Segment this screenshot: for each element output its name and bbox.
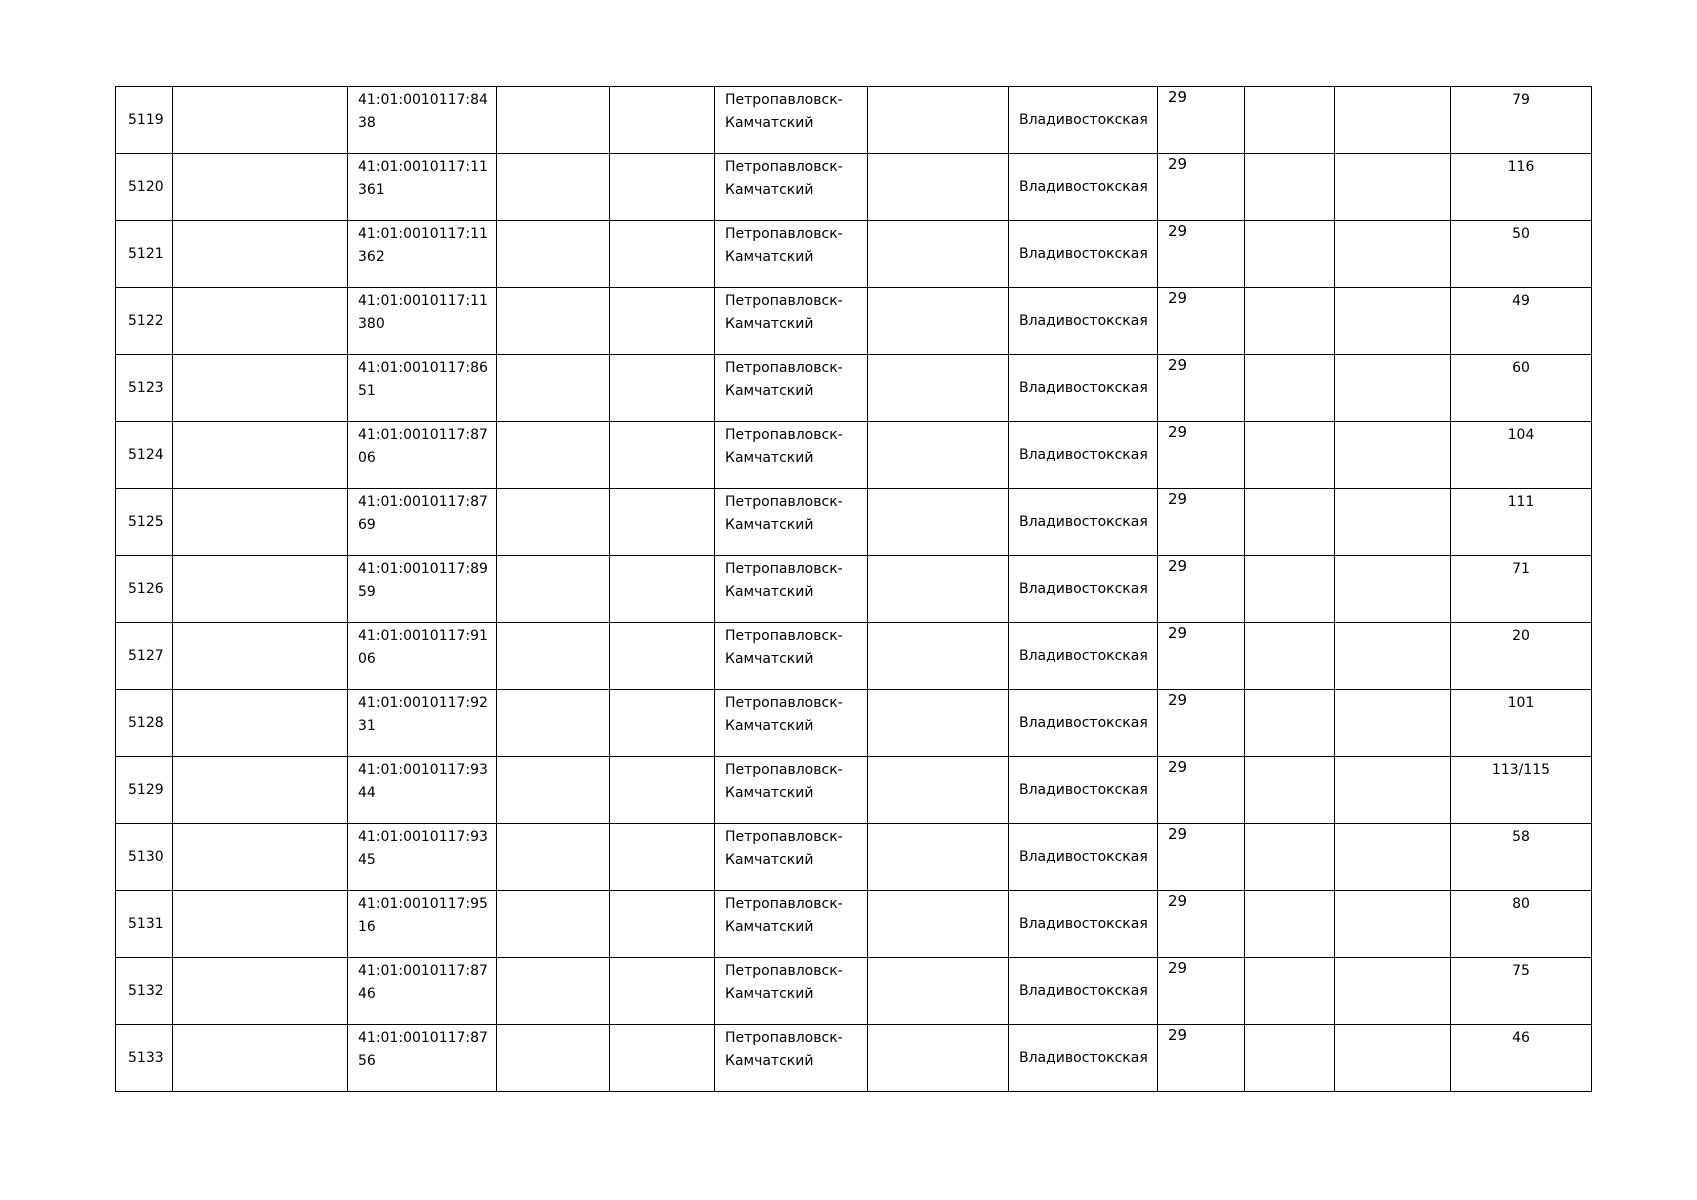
- cadastral-number-line-2: 362: [358, 249, 385, 265]
- city-line-1: Петропавловск-: [725, 896, 843, 912]
- empty-cell: [868, 891, 1009, 958]
- city-line-1: Петропавловск-: [725, 92, 843, 108]
- flat-number-cell: 75: [1451, 958, 1592, 1025]
- row-number-cell: 5126: [116, 556, 173, 623]
- row-number-cell: 5130: [116, 824, 173, 891]
- empty-cell: [610, 489, 715, 556]
- empty-cell: [1335, 288, 1451, 355]
- house-number-cell: 29: [1158, 891, 1245, 958]
- empty-cell: [173, 891, 348, 958]
- empty-cell: [1335, 422, 1451, 489]
- street-cell: Владивостокская: [1009, 958, 1158, 1025]
- cadastral-number-line-2: 46: [358, 986, 376, 1002]
- empty-cell: [1335, 1025, 1451, 1092]
- city-line-1: Петропавловск-: [725, 762, 843, 778]
- city-cell: [715, 87, 868, 154]
- city-line-1: Петропавловск-: [725, 695, 843, 711]
- cadastral-number-line-2: 361: [358, 182, 385, 198]
- house-number-cell: 29: [1158, 757, 1245, 824]
- flat-number-cell: 58: [1451, 824, 1592, 891]
- row-number-cell: 5121: [116, 221, 173, 288]
- city-line-2: Камчатский: [725, 651, 814, 667]
- empty-cell: [610, 221, 715, 288]
- empty-cell: [497, 958, 610, 1025]
- empty-cell: [610, 1025, 715, 1092]
- flat-number-cell: 46: [1451, 1025, 1592, 1092]
- street-cell: Владивостокская: [1009, 1025, 1158, 1092]
- empty-cell: [610, 824, 715, 891]
- empty-cell: [173, 355, 348, 422]
- empty-cell: [1335, 824, 1451, 891]
- empty-cell: [610, 623, 715, 690]
- street-cell: Владивостокская: [1009, 891, 1158, 958]
- flat-number-cell: 50: [1451, 221, 1592, 288]
- flat-number-cell: 20: [1451, 623, 1592, 690]
- cadastral-number-line-1: 41:01:0010117:91: [358, 628, 488, 644]
- empty-cell: [868, 824, 1009, 891]
- city-line-2: Камчатский: [725, 383, 814, 399]
- table-row: [116, 556, 1592, 623]
- flat-number-cell: 79: [1451, 87, 1592, 154]
- street-cell: Владивостокская: [1009, 824, 1158, 891]
- empty-cell: [173, 154, 348, 221]
- city-line-1: Петропавловск-: [725, 628, 843, 644]
- street-cell: Владивостокская: [1009, 489, 1158, 556]
- city-line-2: Камчатский: [725, 249, 814, 265]
- empty-cell: [868, 422, 1009, 489]
- street-cell: Владивостокская: [1009, 288, 1158, 355]
- table-body: [116, 87, 1592, 1092]
- empty-cell: [1245, 87, 1335, 154]
- empty-cell: [497, 288, 610, 355]
- empty-cell: [1245, 1025, 1335, 1092]
- empty-cell: [497, 1025, 610, 1092]
- cadastral-number-line-2: 59: [358, 584, 376, 600]
- cadastral-number-line-1: 41:01:0010117:86: [358, 360, 488, 376]
- row-number-cell: 5131: [116, 891, 173, 958]
- house-number-cell: 29: [1158, 221, 1245, 288]
- empty-cell: [868, 690, 1009, 757]
- cadastral-number-line-1: 41:01:0010117:89: [358, 561, 488, 577]
- empty-cell: [1245, 221, 1335, 288]
- city-line-1: Петропавловск-: [725, 226, 843, 242]
- empty-cell: [1335, 690, 1451, 757]
- table-row: [116, 1025, 1592, 1092]
- cadastral-number-line-1: 41:01:0010117:11: [358, 293, 488, 309]
- city-cell: [715, 221, 868, 288]
- city-cell: [715, 154, 868, 221]
- empty-cell: [868, 154, 1009, 221]
- empty-cell: [497, 891, 610, 958]
- city-line-2: Камчатский: [725, 115, 814, 131]
- row-number-cell: 5123: [116, 355, 173, 422]
- registry-table: [115, 86, 1592, 1092]
- empty-cell: [868, 556, 1009, 623]
- city-line-2: Камчатский: [725, 182, 814, 198]
- empty-cell: [173, 1025, 348, 1092]
- row-number-cell: 5127: [116, 623, 173, 690]
- cadastral-number-cell: [348, 1025, 497, 1092]
- empty-cell: [1245, 690, 1335, 757]
- empty-cell: [868, 221, 1009, 288]
- street-cell: Владивостокская: [1009, 757, 1158, 824]
- empty-cell: [173, 958, 348, 1025]
- cadastral-number-cell: [348, 422, 497, 489]
- empty-cell: [610, 87, 715, 154]
- row-number-cell: 5129: [116, 757, 173, 824]
- street-cell: Владивостокская: [1009, 556, 1158, 623]
- empty-cell: [173, 422, 348, 489]
- city-line-2: Камчатский: [725, 919, 814, 935]
- table-row: [116, 824, 1592, 891]
- house-number-cell: 29: [1158, 288, 1245, 355]
- city-line-1: Петропавловск-: [725, 963, 843, 979]
- street-cell: Владивостокская: [1009, 623, 1158, 690]
- empty-cell: [173, 690, 348, 757]
- empty-cell: [868, 757, 1009, 824]
- city-cell: [715, 824, 868, 891]
- flat-number-cell: 60: [1451, 355, 1592, 422]
- house-number-cell: 29: [1158, 355, 1245, 422]
- empty-cell: [1245, 891, 1335, 958]
- cadastral-number-cell: [348, 355, 497, 422]
- city-line-1: Петропавловск-: [725, 561, 843, 577]
- empty-cell: [497, 757, 610, 824]
- cadastral-number-line-1: 41:01:0010117:11: [358, 226, 488, 242]
- cadastral-number-line-1: 41:01:0010117:87: [358, 1030, 488, 1046]
- empty-cell: [1335, 623, 1451, 690]
- empty-cell: [868, 958, 1009, 1025]
- empty-cell: [868, 623, 1009, 690]
- table-row: [116, 154, 1592, 221]
- city-line-1: Петропавловск-: [725, 1030, 843, 1046]
- cadastral-number-line-2: 06: [358, 450, 376, 466]
- empty-cell: [173, 288, 348, 355]
- empty-cell: [173, 87, 348, 154]
- row-number-cell: 5128: [116, 690, 173, 757]
- city-line-1: Петропавловск-: [725, 427, 843, 443]
- table-row: [116, 623, 1592, 690]
- empty-cell: [1335, 221, 1451, 288]
- table-row: [116, 422, 1592, 489]
- empty-cell: [868, 355, 1009, 422]
- cadastral-number-cell: [348, 556, 497, 623]
- empty-cell: [1335, 958, 1451, 1025]
- cadastral-number-line-2: 56: [358, 1053, 376, 1069]
- cadastral-number-line-1: 41:01:0010117:93: [358, 829, 488, 845]
- cadastral-number-line-2: 06: [358, 651, 376, 667]
- city-cell: [715, 1025, 868, 1092]
- city-cell: [715, 355, 868, 422]
- cadastral-number-cell: [348, 87, 497, 154]
- cadastral-number-cell: [348, 958, 497, 1025]
- cadastral-number-line-1: 41:01:0010117:84: [358, 92, 488, 108]
- cadastral-number-line-1: 41:01:0010117:87: [358, 427, 488, 443]
- empty-cell: [497, 355, 610, 422]
- city-line-2: Камчатский: [725, 785, 814, 801]
- empty-cell: [497, 422, 610, 489]
- city-line-2: Камчатский: [725, 986, 814, 1002]
- city-cell: [715, 623, 868, 690]
- table-row: [116, 489, 1592, 556]
- cadastral-number-line-2: 45: [358, 852, 376, 868]
- city-line-2: Камчатский: [725, 450, 814, 466]
- empty-cell: [1245, 757, 1335, 824]
- city-line-2: Камчатский: [725, 517, 814, 533]
- flat-number-cell: 116: [1451, 154, 1592, 221]
- house-number-cell: 29: [1158, 556, 1245, 623]
- cadastral-number-cell: [348, 891, 497, 958]
- house-number-cell: 29: [1158, 1025, 1245, 1092]
- empty-cell: [610, 355, 715, 422]
- empty-cell: [1335, 757, 1451, 824]
- empty-cell: [173, 556, 348, 623]
- cadastral-number-line-1: 41:01:0010117:93: [358, 762, 488, 778]
- empty-cell: [1335, 891, 1451, 958]
- city-line-1: Петропавловск-: [725, 293, 843, 309]
- city-cell: [715, 288, 868, 355]
- cadastral-number-cell: [348, 221, 497, 288]
- table-row: [116, 891, 1592, 958]
- table-row: [116, 288, 1592, 355]
- empty-cell: [497, 556, 610, 623]
- city-cell: [715, 958, 868, 1025]
- empty-cell: [610, 757, 715, 824]
- cadastral-number-line-2: 38: [358, 115, 376, 131]
- cadastral-number-cell: [348, 623, 497, 690]
- empty-cell: [173, 221, 348, 288]
- cadastral-number-cell: [348, 824, 497, 891]
- row-number-cell: 5120: [116, 154, 173, 221]
- empty-cell: [1335, 87, 1451, 154]
- city-cell: [715, 757, 868, 824]
- house-number-cell: 29: [1158, 958, 1245, 1025]
- city-line-1: Петропавловск-: [725, 494, 843, 510]
- empty-cell: [173, 623, 348, 690]
- flat-number-cell: 80: [1451, 891, 1592, 958]
- cadastral-number-line-2: 51: [358, 383, 376, 399]
- house-number-cell: 29: [1158, 824, 1245, 891]
- cadastral-number-line-1: 41:01:0010117:11: [358, 159, 488, 175]
- flat-number-cell: 49: [1451, 288, 1592, 355]
- city-line-1: Петропавловск-: [725, 159, 843, 175]
- table-row: [116, 757, 1592, 824]
- cadastral-number-line-2: 16: [358, 919, 376, 935]
- cadastral-number-line-1: 41:01:0010117:92: [358, 695, 488, 711]
- cadastral-number-cell: [348, 288, 497, 355]
- empty-cell: [1245, 154, 1335, 221]
- empty-cell: [497, 221, 610, 288]
- empty-cell: [497, 489, 610, 556]
- table-row: [116, 958, 1592, 1025]
- empty-cell: [1335, 355, 1451, 422]
- empty-cell: [610, 690, 715, 757]
- empty-cell: [1245, 623, 1335, 690]
- empty-cell: [497, 824, 610, 891]
- empty-cell: [610, 556, 715, 623]
- house-number-cell: 29: [1158, 690, 1245, 757]
- city-line-1: Петропавловск-: [725, 829, 843, 845]
- empty-cell: [173, 757, 348, 824]
- city-line-2: Камчатский: [725, 316, 814, 332]
- empty-cell: [1245, 288, 1335, 355]
- cadastral-number-line-1: 41:01:0010117:87: [358, 494, 488, 510]
- city-cell: [715, 891, 868, 958]
- row-number-cell: 5119: [116, 87, 173, 154]
- table-row: [116, 87, 1592, 154]
- city-cell: [715, 422, 868, 489]
- flat-number-cell: 101: [1451, 690, 1592, 757]
- empty-cell: [868, 489, 1009, 556]
- empty-cell: [497, 690, 610, 757]
- house-number-cell: 29: [1158, 489, 1245, 556]
- cadastral-number-cell: [348, 757, 497, 824]
- city-line-2: Камчатский: [725, 718, 814, 734]
- empty-cell: [1245, 958, 1335, 1025]
- city-line-1: Петропавловск-: [725, 360, 843, 376]
- cadastral-number-line-2: 31: [358, 718, 376, 734]
- cadastral-number-cell: [348, 489, 497, 556]
- street-cell: Владивостокская: [1009, 154, 1158, 221]
- cadastral-number-line-2: 380: [358, 316, 385, 332]
- empty-cell: [1245, 489, 1335, 556]
- empty-cell: [1245, 556, 1335, 623]
- empty-cell: [497, 87, 610, 154]
- row-number-cell: 5125: [116, 489, 173, 556]
- cadastral-number-line-1: 41:01:0010117:87: [358, 963, 488, 979]
- row-number-cell: 5122: [116, 288, 173, 355]
- row-number-cell: 5132: [116, 958, 173, 1025]
- cadastral-number-cell: [348, 154, 497, 221]
- house-number-cell: 29: [1158, 623, 1245, 690]
- city-cell: [715, 690, 868, 757]
- flat-number-cell: 111: [1451, 489, 1592, 556]
- empty-cell: [610, 422, 715, 489]
- street-cell: Владивостокская: [1009, 87, 1158, 154]
- street-cell: Владивостокская: [1009, 690, 1158, 757]
- empty-cell: [497, 623, 610, 690]
- house-number-cell: 29: [1158, 154, 1245, 221]
- city-cell: [715, 489, 868, 556]
- empty-cell: [610, 891, 715, 958]
- house-number-cell: 29: [1158, 87, 1245, 154]
- city-line-2: Камчатский: [725, 1053, 814, 1069]
- empty-cell: [173, 489, 348, 556]
- street-cell: Владивостокская: [1009, 355, 1158, 422]
- empty-cell: [868, 288, 1009, 355]
- flat-number-cell: 71: [1451, 556, 1592, 623]
- empty-cell: [497, 154, 610, 221]
- empty-cell: [610, 958, 715, 1025]
- empty-cell: [610, 288, 715, 355]
- cadastral-number-cell: [348, 690, 497, 757]
- empty-cell: [1335, 154, 1451, 221]
- row-number-cell: 5133: [116, 1025, 173, 1092]
- table-row: [116, 221, 1592, 288]
- empty-cell: [868, 1025, 1009, 1092]
- empty-cell: [868, 87, 1009, 154]
- city-line-2: Камчатский: [725, 584, 814, 600]
- cadastral-number-line-1: 41:01:0010117:95: [358, 896, 488, 912]
- flat-number-cell: 104: [1451, 422, 1592, 489]
- city-cell: [715, 556, 868, 623]
- cadastral-number-line-2: 44: [358, 785, 376, 801]
- row-number-cell: 5124: [116, 422, 173, 489]
- street-cell: Владивостокская: [1009, 221, 1158, 288]
- empty-cell: [1245, 355, 1335, 422]
- empty-cell: [1335, 489, 1451, 556]
- cadastral-number-line-2: 69: [358, 517, 376, 533]
- empty-cell: [1335, 556, 1451, 623]
- house-number-cell: 29: [1158, 422, 1245, 489]
- street-cell: Владивостокская: [1009, 422, 1158, 489]
- flat-number-cell: 113/115: [1451, 757, 1592, 824]
- city-line-2: Камчатский: [725, 852, 814, 868]
- empty-cell: [1245, 824, 1335, 891]
- table-row: [116, 355, 1592, 422]
- empty-cell: [610, 154, 715, 221]
- empty-cell: [1245, 422, 1335, 489]
- empty-cell: [173, 824, 348, 891]
- table-row: [116, 690, 1592, 757]
